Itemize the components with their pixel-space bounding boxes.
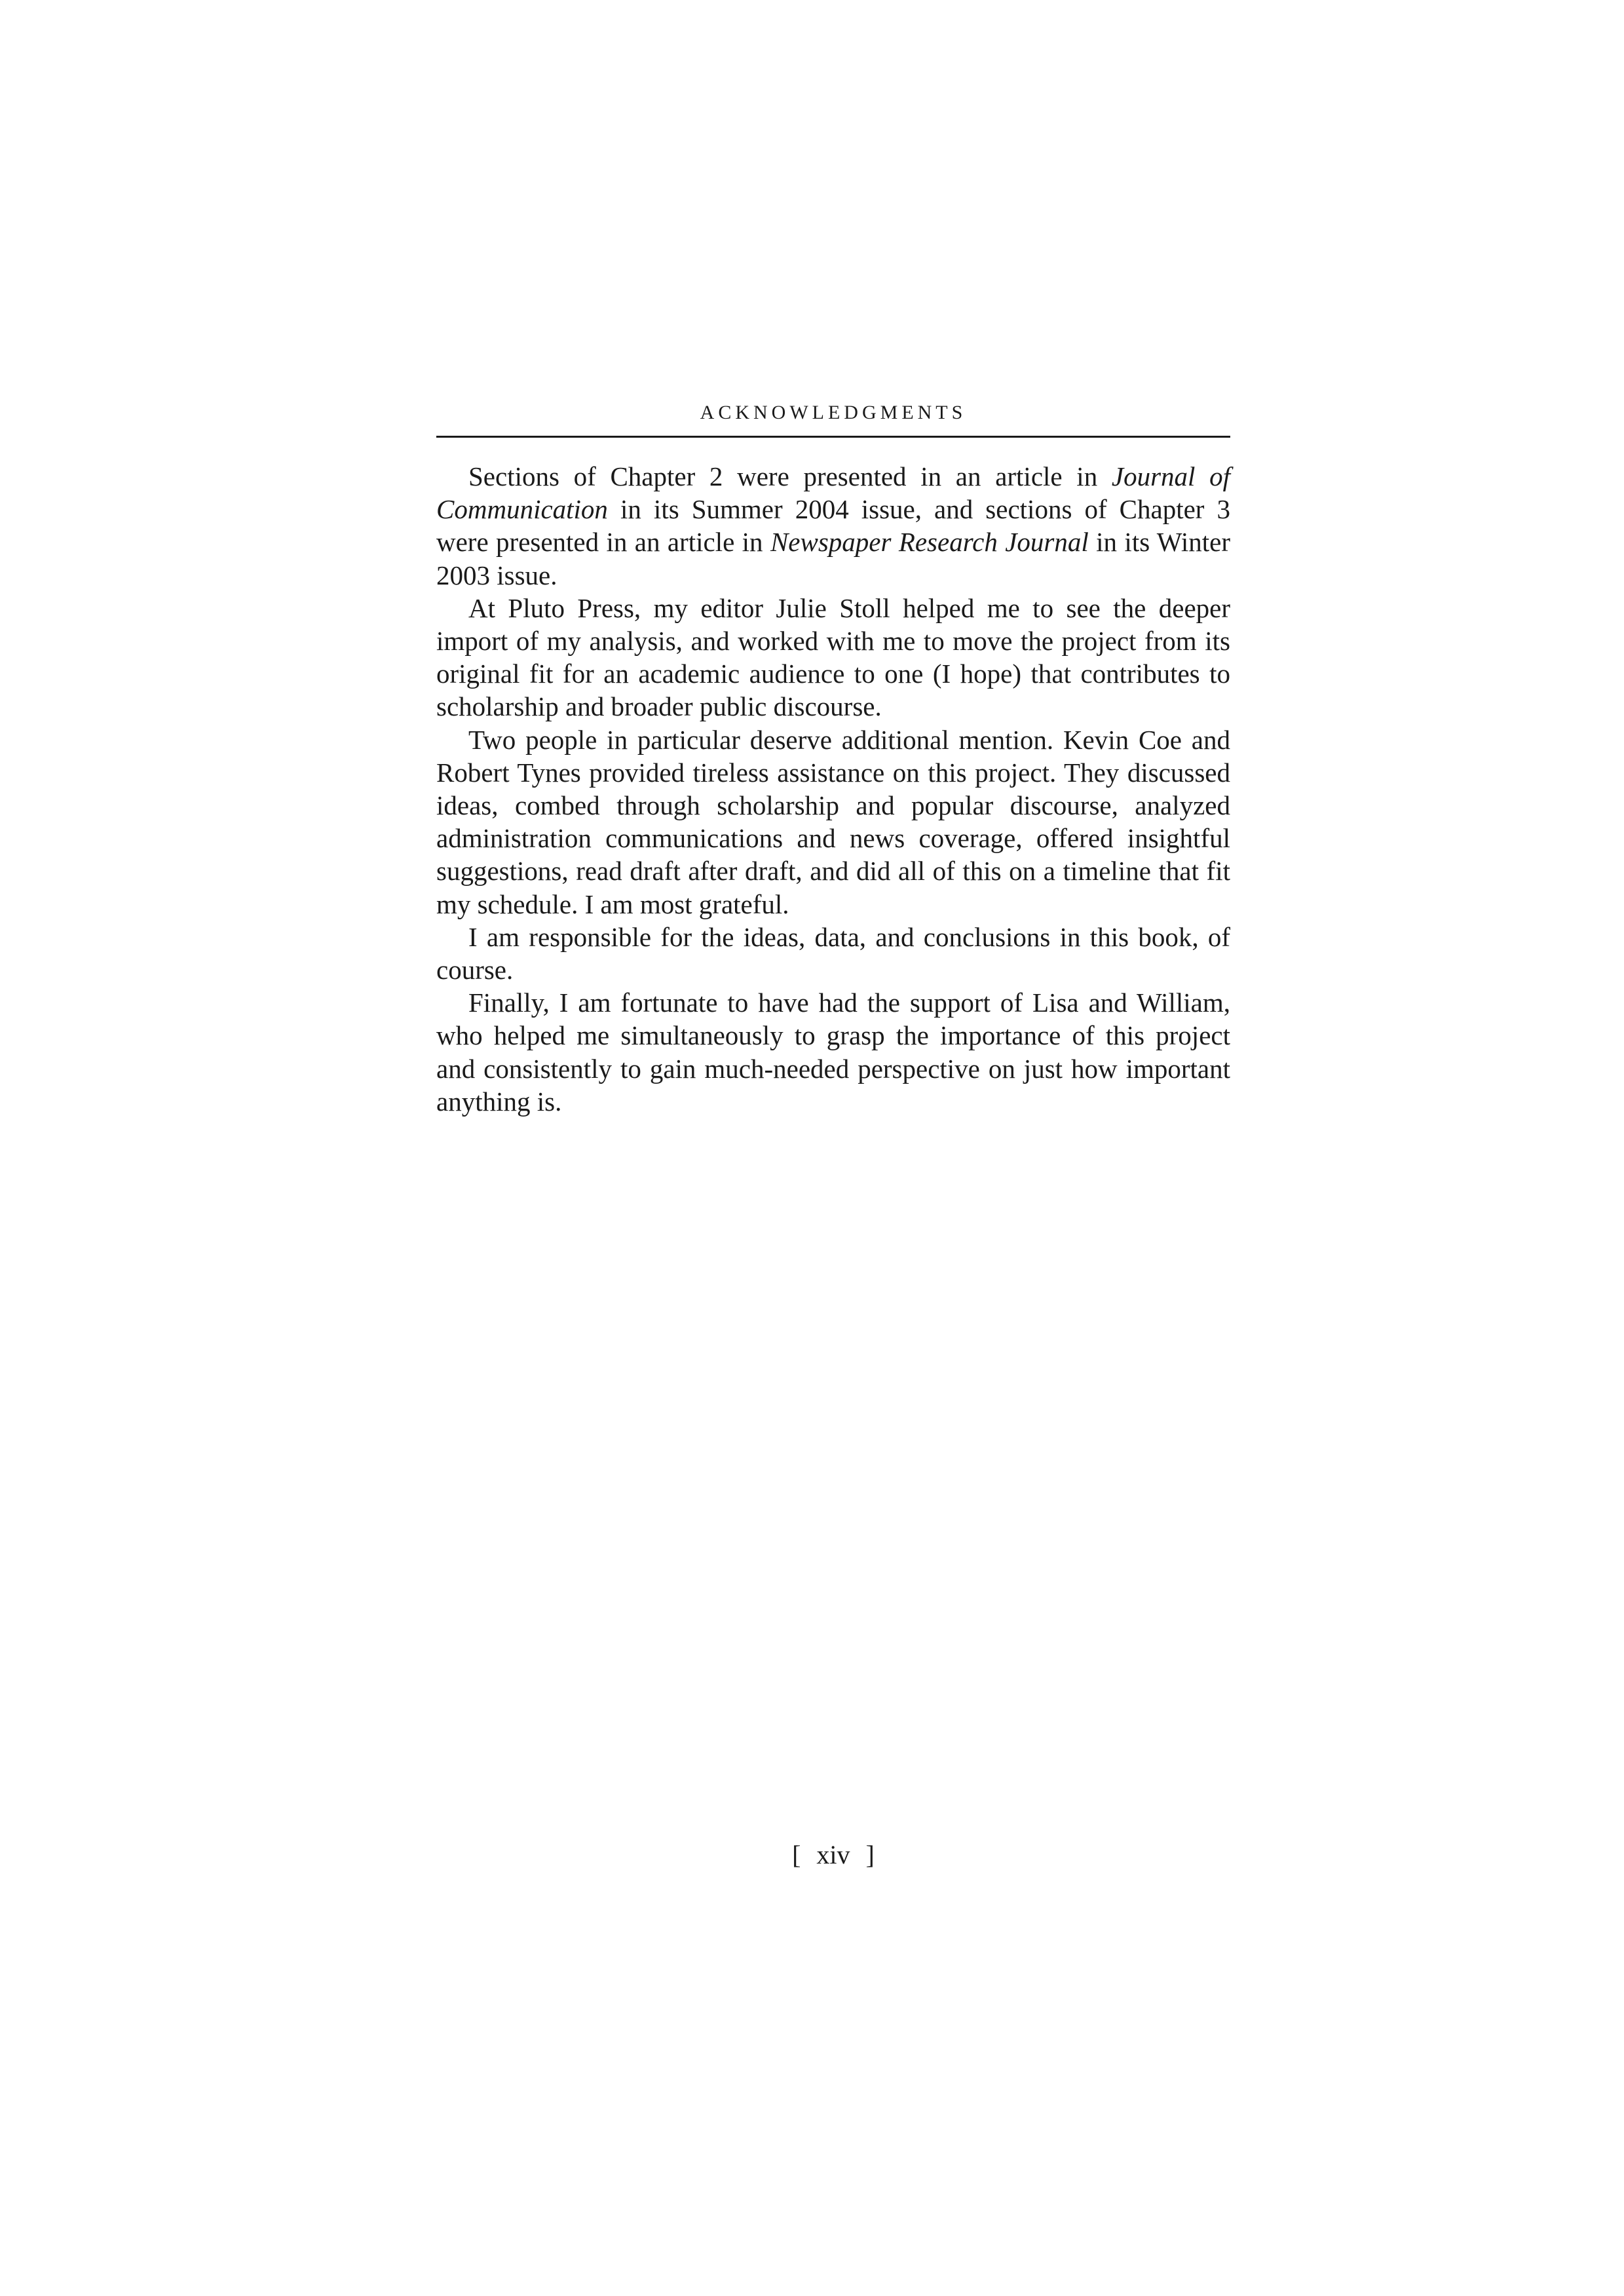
journal-title: Journal of Communication [436,461,1230,525]
paragraph [436,460,1230,592]
paragraph [436,921,1230,986]
journal-title: Newspaper Research Journal [770,527,1089,558]
page-number: [ xiv ] [792,1840,875,1869]
text-segment: in its Winter 2003 issue. [436,527,1231,590]
paragraph [436,723,1230,921]
acknowledgments-body [436,460,1230,1118]
text-segment: in its Summer 2004 issue, and sections of Chapter 3 were presented in an article in [436,494,1230,558]
running-head: ACKNOWLEDGMENTS [700,402,967,423]
header-rule [436,436,1230,438]
text-segment: Finally, I am fortunate to have had the support of Lisa and William, who helped me simultaneously to grasp the importance of this project and consistently to gain much-needed perspective on just how important anything is. [436,987,1230,1117]
paragraph [436,986,1230,1118]
text-segment: Two people in particular deserve additional mention. Kevin Coe and Robert Tynes provided tireless assistance on this project. They discussed ideas, combed through scholarship and popular discourse, analyzed administration communications and news coverage, offered insightful suggestions, read draft after draft, and did all of this on a timeline that fit my schedule. I am most grateful. [436,724,1230,919]
paragraph [436,592,1230,723]
text-segment: I am responsible for the ideas, data, and conclusions in this book, of course. [436,921,1230,985]
text-segment: At Pluto Press, my editor Julie Stoll helped me to see the deeper import of my analysis, and worked with me to move the project from its original fit for an academic audience to one (I hope) that contributes to scholarship and broader public discourse. [436,592,1230,722]
text-segment: Sections of Chapter 2 were presented in an article in [468,461,1112,491]
